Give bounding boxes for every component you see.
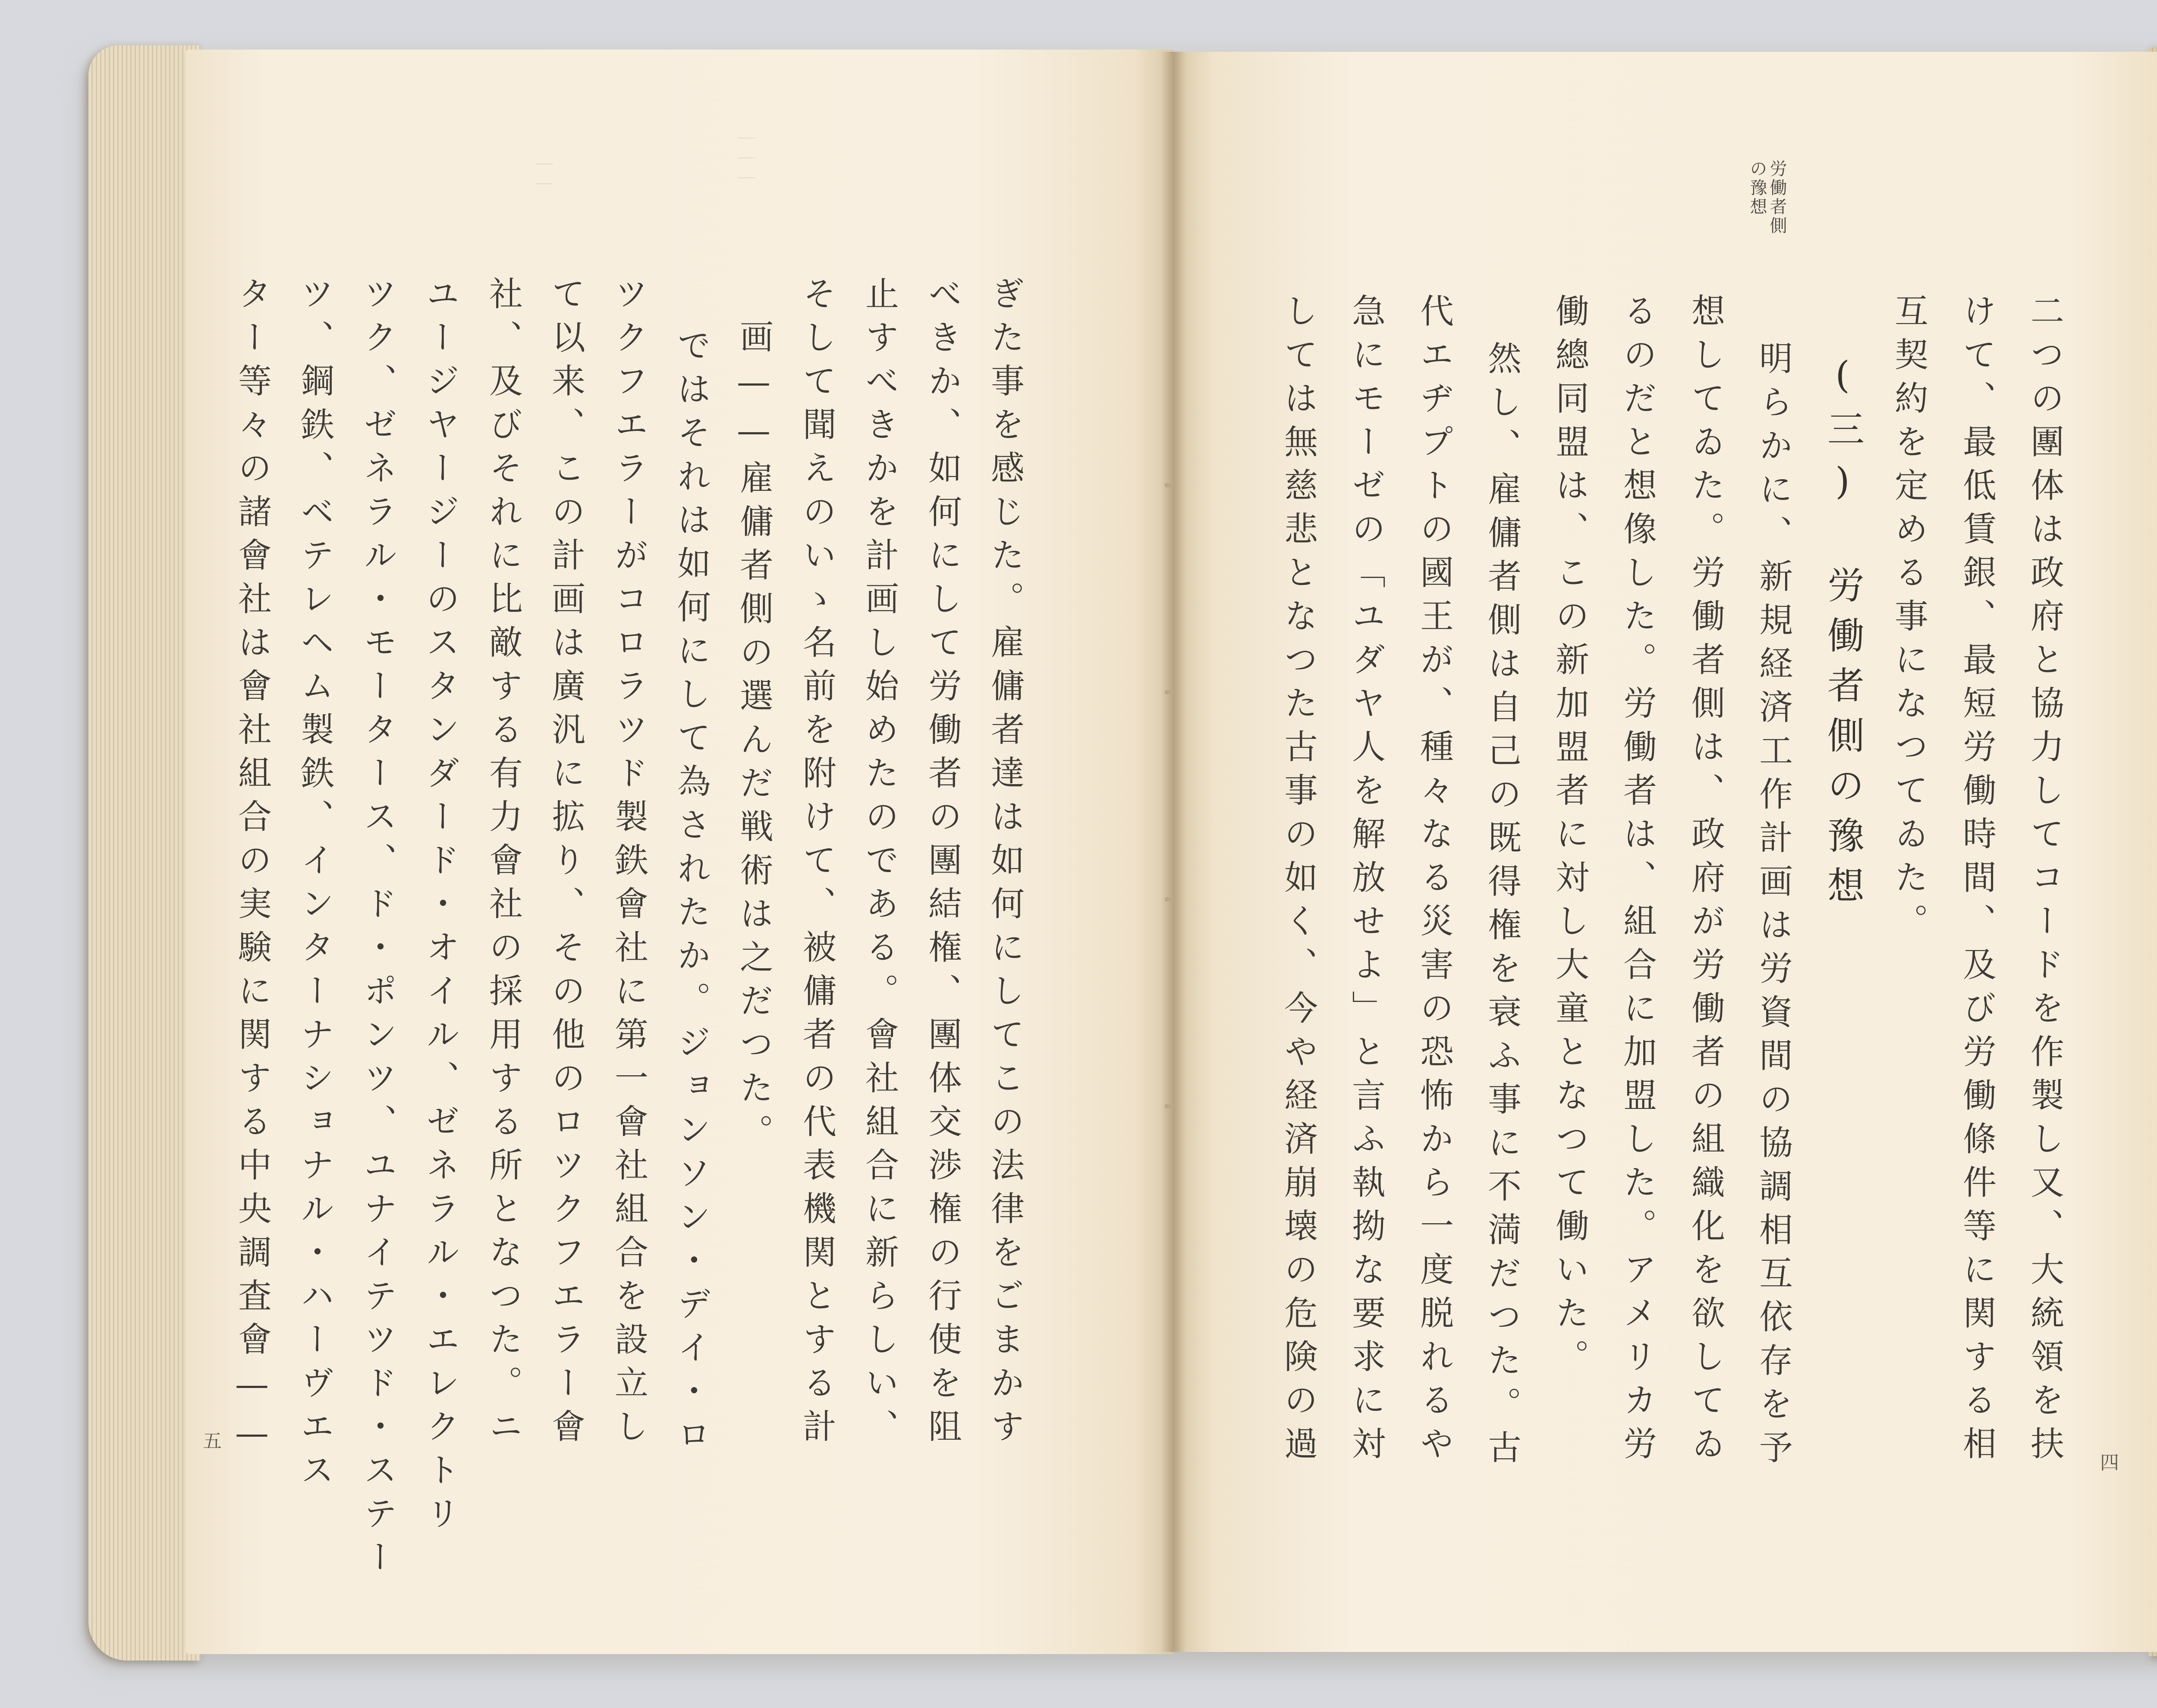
right-text-column: 想してゐた。労働者側は、政府が労働者の組織化を欲してゐ xyxy=(1686,293,1725,1469)
section-heading: (三) 労働者側の豫想 xyxy=(1821,354,1864,916)
left-text-column: そして聞えのいゝ名前を附けて、被傭者の代表機関とする計 xyxy=(797,276,836,1452)
left-text-column: て以来、この計画は廣汎に拡り、その他のロツクフエラー會 xyxy=(546,276,585,1452)
right-text-column: 代エヂプトの國王が、種々なる災害の恐怖から一度脱れるや xyxy=(1415,293,1453,1469)
show-through-marks: ｜｜ xyxy=(533,155,553,195)
book-gutter xyxy=(1160,52,1186,1652)
binding-stitch xyxy=(1165,897,1171,901)
left-text-column: ツ、鋼鉄、ベテレヘム製鉄、インターナショナル・ハーヴエス xyxy=(295,276,334,1496)
left-text-column: べきか、如何にして労働者の團結権、團体交渉権の行使を阻 xyxy=(923,276,962,1452)
left-text-column: ツクフエラーがコロラツド製鉄會社に第一會社組合を設立し xyxy=(609,276,648,1452)
binding-stitch xyxy=(1165,1104,1171,1108)
left-text-column: ではそれは如何にして為されたか。ジョンソン・デイ・ロ xyxy=(672,328,711,1460)
right-text-column: 働總同盟は、この新加盟者に対し大童となつて働いた。 xyxy=(1550,293,1589,1382)
right-page-number: 四 xyxy=(2100,1452,2119,1474)
left-text-column: 止すべきかを計画し始めたのである。會社組合に新らしい、 xyxy=(860,276,899,1452)
right-page xyxy=(1173,52,2157,1652)
right-text-column: 急にモーゼの「ユダヤ人を解放せよ」と言ふ執拗な要求に対 xyxy=(1346,293,1385,1469)
show-through-marks: ｜｜｜ xyxy=(736,129,755,189)
right-text-column: 明らかに、新規経済工作計画は労資間の協調相互依存を予 xyxy=(1754,341,1792,1473)
left-text-column: ター等々の諸會社は會社組合の実験に関する中央調査會—— xyxy=(233,276,271,1463)
left-text-column: 画——雇傭者側の選んだ戦術は之だつた。 xyxy=(734,319,773,1157)
left-text-column: 社、及びそれに比敵する有力會社の採用する所となつた。ニ xyxy=(484,276,522,1452)
right-text-column: 二つの團体は政府と協力してコードを作製し又、大統領を扶 xyxy=(2025,293,2064,1469)
binding-stitch xyxy=(1165,483,1171,487)
right-text-column: しては無慈悲となつた古事の如く、今や経済崩壊の危険の過 xyxy=(1279,293,1317,1469)
running-head: 労働者側 の豫想 xyxy=(1747,160,1787,235)
left-page-block-edge xyxy=(88,45,201,1661)
right-text-column: 然し、雇傭者側は自己の既得権を衰ふ事に不満だつた。古 xyxy=(1482,341,1521,1473)
binding-stitch xyxy=(1165,690,1171,694)
left-page-number: 五 xyxy=(203,1430,222,1452)
right-text-column: けて、最低賃銀、最短労働時間、及び労働條件等に関する相 xyxy=(1957,293,1996,1469)
left-text-column: ぎた事を感じた。雇傭者達は如何にしてこの法律をごまかす xyxy=(985,276,1024,1452)
right-text-column: るのだと想像した。労働者は、組合に加盟した。アメリカ労 xyxy=(1618,293,1657,1469)
left-text-column: ユージヤージーのスタンダード・オイル、ゼネラル・エレクトリ xyxy=(421,276,459,1539)
right-text-column: 互契約を定める事になつてゐた。 xyxy=(1889,293,1928,947)
left-text-column: ツク、ゼネラル・モータース、ド・ポンツ、ユナイテツド・ステー xyxy=(358,276,397,1583)
